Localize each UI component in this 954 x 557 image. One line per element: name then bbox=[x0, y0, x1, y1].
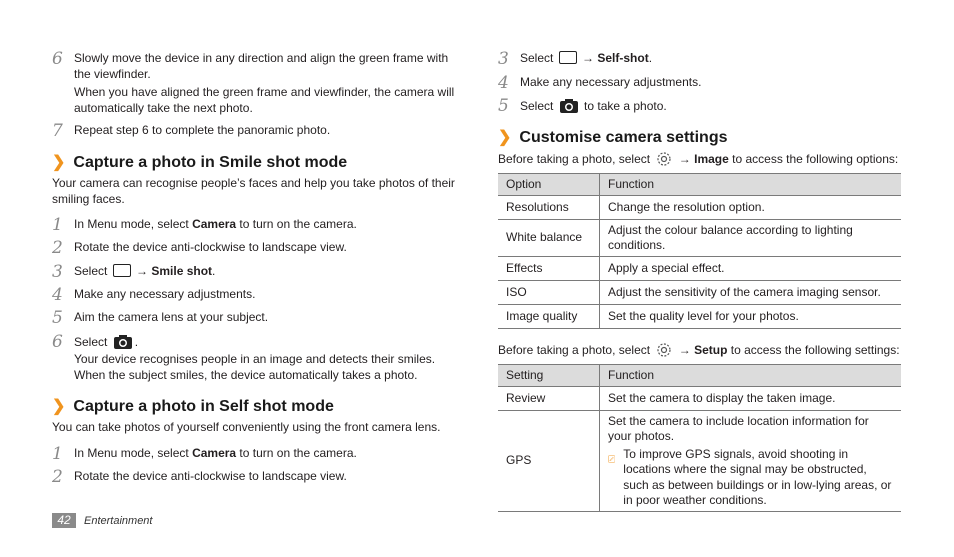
self-step-4: Make any necessary adjustments. bbox=[520, 75, 702, 89]
table-cell: Resolutions bbox=[498, 195, 600, 219]
table-cell: Review bbox=[498, 386, 600, 410]
step-number: 5 bbox=[498, 96, 509, 116]
step-number: 1 bbox=[52, 444, 63, 464]
table-cell: Image quality bbox=[498, 304, 600, 328]
smile-step-6: Select . bbox=[74, 335, 139, 349]
table-cell bbox=[600, 410, 902, 511]
table-cell: GPS bbox=[498, 410, 600, 511]
camera-mode-icon bbox=[113, 264, 131, 277]
table-cell: Apply a special effect. bbox=[600, 256, 902, 280]
table-row bbox=[498, 280, 901, 304]
step-6-text: Slowly move the device in any direction and align the green frame with the viewfinder. bbox=[74, 51, 449, 81]
step-number: 6 bbox=[52, 332, 63, 352]
table-header-row bbox=[498, 365, 901, 387]
table-cell: Effects bbox=[498, 256, 600, 280]
chevron-right-icon: ❯ bbox=[52, 398, 66, 415]
settings-gear-icon bbox=[655, 341, 673, 359]
step-number: 5 bbox=[52, 308, 63, 328]
smile-step-2: Rotate the device anti-clockwise to landscape view. bbox=[74, 240, 347, 254]
step-text bbox=[74, 51, 459, 82]
step-number: 4 bbox=[52, 285, 63, 305]
table-row bbox=[498, 386, 901, 410]
table-cell: ISO bbox=[498, 280, 600, 304]
step-number: 3 bbox=[52, 262, 63, 282]
step-number: 1 bbox=[52, 215, 63, 235]
step-number: 3 bbox=[498, 49, 509, 69]
table-cell: Change the resolution option. bbox=[600, 195, 902, 219]
table-cell: Adjust the sensitivity of the camera imaging sensor. bbox=[600, 280, 902, 304]
smile-step-5: Aim the camera lens at your subject. bbox=[74, 310, 269, 324]
self-intro: You can take photos of yourself conveniently using the front camera lens. bbox=[52, 420, 441, 434]
gps-note-text: To improve GPS signals, avoid shooting in locations where the signal may be obstructed, such as between buildings or in low-lying areas, or in poor weather conditions. bbox=[623, 446, 892, 507]
chevron-right-icon: ❯ bbox=[498, 129, 512, 146]
table-header-cell: Function bbox=[600, 174, 902, 196]
table-cell: White balance bbox=[498, 219, 600, 256]
smile-step-4: Make any necessary adjustments. bbox=[74, 287, 256, 301]
shutter-camera-icon bbox=[559, 98, 579, 114]
table-row bbox=[498, 304, 901, 328]
table-header-cell: Option bbox=[498, 174, 600, 196]
smile-heading-text: Capture a photo in Smile shot mode bbox=[73, 154, 348, 171]
smile-intro: Your camera can recognise people’s faces and help you take photos of their smiling faces. bbox=[52, 176, 455, 206]
step-number: 4 bbox=[498, 73, 509, 93]
settings-gear-icon bbox=[655, 150, 673, 168]
page-number: 42 bbox=[52, 513, 76, 528]
gps-description: Set the camera to include location information for your photos. bbox=[608, 413, 869, 443]
table-cell: Adjust the colour balance according to lighting conditions. bbox=[600, 219, 902, 256]
custom-intro-2: Before taking a photo, select → Setup to access the following settings: bbox=[498, 343, 900, 357]
chevron-right-icon: ❯ bbox=[52, 154, 66, 171]
section-heading bbox=[52, 397, 334, 417]
table-cell: Set the camera to display the taken image. bbox=[600, 386, 902, 410]
section-label: Entertainment bbox=[84, 515, 153, 527]
table-row bbox=[498, 219, 901, 256]
self-step-2: Rotate the device anti-clockwise to landscape view. bbox=[74, 469, 347, 483]
custom-heading-text: Customise camera settings bbox=[519, 129, 728, 146]
shutter-camera-icon bbox=[113, 334, 133, 350]
step-number: 6 bbox=[52, 49, 63, 69]
smile-step-3: Select → Smile shot. bbox=[74, 264, 216, 278]
self-step-5: Select to take a photo. bbox=[520, 99, 667, 113]
table-row bbox=[498, 256, 901, 280]
step-number: 7 bbox=[52, 121, 63, 141]
gps-note bbox=[608, 447, 893, 509]
note-pencil-icon bbox=[608, 447, 615, 471]
step-number: 2 bbox=[52, 238, 63, 258]
camera-mode-icon bbox=[559, 51, 577, 64]
table-header-row bbox=[498, 174, 901, 196]
smile-step-6-extra: Your device recognises people in an image and detects their smiles. When the subject smiles, the device automatically takes a photo. bbox=[74, 352, 436, 382]
self-heading-text: Capture a photo in Self shot mode bbox=[73, 398, 334, 415]
image-options-table bbox=[498, 173, 901, 329]
table-row bbox=[498, 195, 901, 219]
self-step-3: Select → Self-shot. bbox=[520, 51, 653, 65]
setup-settings-table bbox=[498, 364, 901, 512]
custom-intro-1: Before taking a photo, select → Image to access the following options: bbox=[498, 152, 899, 166]
table-row bbox=[498, 410, 901, 511]
self-step-1: In Menu mode, select Camera to turn on the camera. bbox=[74, 446, 357, 460]
step-6-extra: When you have aligned the green frame and viewfinder, the camera will automatically take the next photo. bbox=[74, 85, 455, 115]
table-cell: Set the quality level for your photos. bbox=[600, 304, 902, 328]
step-7-text: Repeat step 6 to complete the panoramic photo. bbox=[74, 123, 331, 137]
section-heading bbox=[498, 128, 727, 148]
section-heading bbox=[52, 153, 347, 173]
table-header-cell: Setting bbox=[498, 365, 600, 387]
table-header-cell: Function bbox=[600, 365, 902, 387]
smile-step-1: In Menu mode, select Camera to turn on the camera. bbox=[74, 217, 357, 231]
step-number: 2 bbox=[52, 467, 63, 487]
